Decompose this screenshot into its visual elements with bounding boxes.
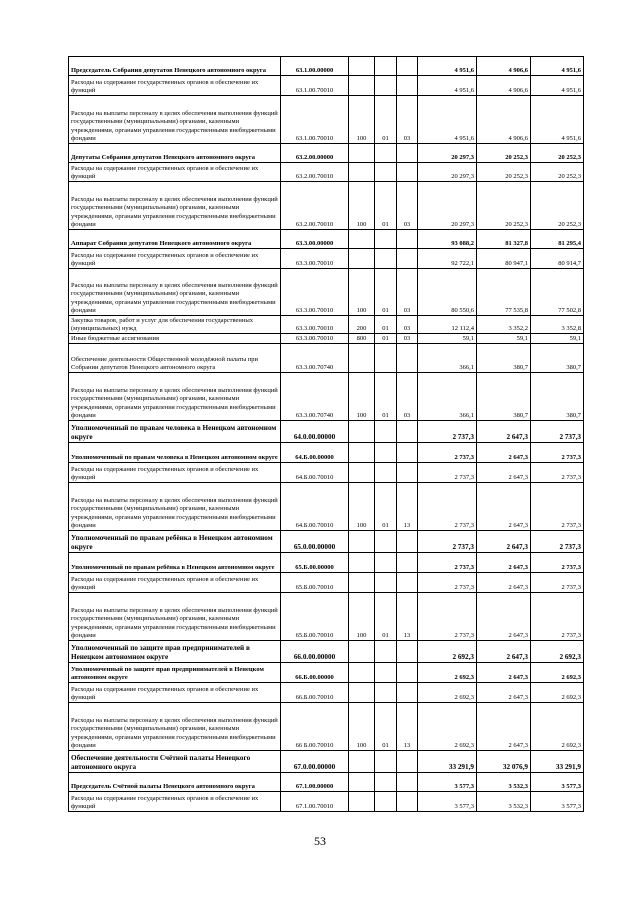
- expense-type-cell: 100: [349, 483, 375, 531]
- target-code-cell: 67.1.00.70010: [281, 792, 349, 812]
- item-name-cell: Расходы на содержание государственных органов и обеспечение их функций: [69, 163, 281, 182]
- section-cell: 01: [375, 593, 397, 641]
- subsection-cell: 03: [397, 96, 418, 144]
- table-row: [69, 751, 584, 773]
- section-cell: 01: [375, 316, 397, 334]
- item-name-cell: Уполномоченный по правам ребёнка в Ненецком автономном округе: [69, 531, 281, 553]
- section-cell: [375, 553, 397, 573]
- item-name-cell: Председатель Счётной палаты Ненецкого автономного округа: [69, 773, 281, 792]
- subsection-cell: [397, 683, 418, 703]
- amount-year1-cell: 2 737,3: [418, 443, 477, 463]
- target-code-cell: 63.3.00.70740: [281, 344, 349, 373]
- amount-year2-cell: 20 252,3: [477, 182, 531, 230]
- amount-year1-cell: 4 951,6: [418, 76, 477, 96]
- expense-type-cell: [349, 57, 375, 76]
- subsection-cell: [397, 230, 418, 249]
- target-code-cell: 64.0.00.00000: [281, 421, 349, 443]
- amount-year3-cell: 80 914,7: [531, 249, 584, 269]
- target-code-cell: 63.3.00.70740: [281, 373, 349, 421]
- amount-year3-cell: 2 737,3: [531, 593, 584, 641]
- subsection-cell: [397, 573, 418, 593]
- section-cell: [375, 573, 397, 593]
- table-row: [69, 483, 584, 531]
- amount-year3-cell: 2 737,3: [531, 531, 584, 553]
- section-cell: [375, 249, 397, 269]
- amount-year2-cell: 4 906,6: [477, 76, 531, 96]
- expense-type-cell: [349, 144, 375, 163]
- amount-year3-cell: 4 951,6: [531, 96, 584, 144]
- subsection-cell: [397, 443, 418, 463]
- target-code-cell: 67.0.00.00000: [281, 751, 349, 773]
- amount-year3-cell: 4 951,6: [531, 76, 584, 96]
- amount-year1-cell: 92 722,1: [418, 249, 477, 269]
- section-cell: [375, 57, 397, 76]
- subsection-cell: [397, 163, 418, 182]
- item-name-cell: Уполномоченный по защите прав предпринимателей в Ненецком автономном округе: [69, 641, 281, 663]
- section-cell: [375, 463, 397, 483]
- target-code-cell: 64.Б.00.00000: [281, 443, 349, 463]
- expense-type-cell: 100: [349, 182, 375, 230]
- target-code-cell: 63.3.00.70010: [281, 334, 349, 344]
- amount-year2-cell: 380,7: [477, 344, 531, 373]
- subsection-cell: [397, 344, 418, 373]
- amount-year3-cell: 2 737,3: [531, 573, 584, 593]
- amount-year3-cell: 380,7: [531, 373, 584, 421]
- amount-year3-cell: 380,7: [531, 344, 584, 373]
- amount-year1-cell: 3 577,3: [418, 792, 477, 812]
- section-cell: 01: [375, 334, 397, 344]
- item-name-cell: Расходы на выплаты персоналу в целях обеспечения выполнения функций государственными (муниципальными) органами, казенными учреждениями, органами управления государственными внебюджетными фондами: [69, 269, 281, 316]
- table-row: [69, 249, 584, 269]
- target-code-cell: 63.2.00.70010: [281, 163, 349, 182]
- amount-year3-cell: 3 577,3: [531, 773, 584, 792]
- amount-year1-cell: 2 692,3: [418, 683, 477, 703]
- amount-year2-cell: 2 647,3: [477, 463, 531, 483]
- expense-type-cell: [349, 230, 375, 249]
- target-code-cell: 63.3.00.00000: [281, 230, 349, 249]
- amount-year1-cell: 2 737,3: [418, 421, 477, 443]
- expense-type-cell: [349, 641, 375, 663]
- amount-year3-cell: 4 951,6: [531, 57, 584, 76]
- amount-year1-cell: 3 577,3: [418, 773, 477, 792]
- subsection-cell: [397, 751, 418, 773]
- item-name-cell: Обеспечение деятельности Общественной молодёжной палаты при Собрании депутатов Ненецкого автономного округа: [69, 344, 281, 373]
- expense-type-cell: [349, 573, 375, 593]
- item-name-cell: Расходы на выплаты персоналу в целях обеспечения выполнения функций государственными (муниципальными) органами, казенными учреждениями, органами управления государственными внебюджетными фондами: [69, 703, 281, 751]
- amount-year1-cell: 59,1: [418, 334, 477, 344]
- item-name-cell: Обеспечение деятельности Счётной палаты Ненецкого автономного округа: [69, 751, 281, 773]
- target-code-cell: 63.2.00.70010: [281, 182, 349, 230]
- amount-year2-cell: 4 906,6: [477, 57, 531, 76]
- subsection-cell: 13: [397, 483, 418, 531]
- section-cell: 01: [375, 96, 397, 144]
- target-code-cell: 63.1.00.00000: [281, 57, 349, 76]
- table-row: [69, 373, 584, 421]
- amount-year1-cell: 2 737,3: [418, 573, 477, 593]
- amount-year2-cell: 20 252,3: [477, 144, 531, 163]
- expense-type-cell: [349, 773, 375, 792]
- amount-year3-cell: 3 352,8: [531, 316, 584, 334]
- amount-year1-cell: 20 297,3: [418, 163, 477, 182]
- amount-year1-cell: 80 550,6: [418, 269, 477, 316]
- amount-year3-cell: 2 737,3: [531, 483, 584, 531]
- subsection-cell: [397, 144, 418, 163]
- item-name-cell: Аппарат Собрания депутатов Ненецкого автономного округа: [69, 230, 281, 249]
- expense-type-cell: [349, 249, 375, 269]
- amount-year3-cell: 2 692,3: [531, 663, 584, 683]
- expense-type-cell: 100: [349, 269, 375, 316]
- target-code-cell: 63.1.00.70010: [281, 96, 349, 144]
- amount-year1-cell: 366,1: [418, 344, 477, 373]
- expense-type-cell: 200: [349, 316, 375, 334]
- amount-year3-cell: 2 737,3: [531, 553, 584, 573]
- expense-type-cell: 100: [349, 593, 375, 641]
- item-name-cell: Расходы на выплаты персоналу в целях обеспечения выполнения функций государственными (муниципальными) органами, казенными учреждениями, органами управления государственными внебюджетными фондами: [69, 182, 281, 230]
- amount-year1-cell: 2 692,3: [418, 663, 477, 683]
- amount-year2-cell: 81 327,8: [477, 230, 531, 249]
- section-cell: 01: [375, 483, 397, 531]
- table-row: [69, 443, 584, 463]
- section-cell: [375, 663, 397, 683]
- section-cell: [375, 683, 397, 703]
- table-row: [69, 641, 584, 663]
- item-name-cell: Расходы на содержание государственных органов и обеспечение их функций: [69, 683, 281, 703]
- table-row: [69, 773, 584, 792]
- item-name-cell: Иные бюджетные ассигнования: [69, 334, 281, 344]
- amount-year1-cell: 20 297,3: [418, 144, 477, 163]
- item-name-cell: Расходы на содержание государственных органов и обеспечение их функций: [69, 573, 281, 593]
- table-row: [69, 573, 584, 593]
- item-name-cell: Расходы на содержание государственных органов и обеспечение их функций: [69, 249, 281, 269]
- section-cell: 01: [375, 182, 397, 230]
- amount-year2-cell: 2 647,3: [477, 553, 531, 573]
- section-cell: [375, 773, 397, 792]
- amount-year2-cell: 2 647,3: [477, 531, 531, 553]
- section-cell: 01: [375, 269, 397, 316]
- amount-year3-cell: 59,1: [531, 334, 584, 344]
- expense-type-cell: [349, 683, 375, 703]
- amount-year1-cell: 93 088,2: [418, 230, 477, 249]
- section-cell: [375, 792, 397, 812]
- table-row: [69, 463, 584, 483]
- target-code-cell: 63.1.00.70010: [281, 76, 349, 96]
- section-cell: 01: [375, 703, 397, 751]
- section-cell: [375, 443, 397, 463]
- amount-year2-cell: 2 647,3: [477, 421, 531, 443]
- amount-year3-cell: 33 291,9: [531, 751, 584, 773]
- section-cell: [375, 76, 397, 96]
- amount-year2-cell: 59,1: [477, 334, 531, 344]
- table-row: [69, 230, 584, 249]
- subsection-cell: [397, 553, 418, 573]
- item-name-cell: Уполномоченный по правам человека в Ненецком автономном округе: [69, 443, 281, 463]
- target-code-cell: 65.Б.00.00000: [281, 553, 349, 573]
- expense-type-cell: [349, 76, 375, 96]
- subsection-cell: 03: [397, 316, 418, 334]
- amount-year2-cell: 3 352,2: [477, 316, 531, 334]
- expense-type-cell: [349, 792, 375, 812]
- target-code-cell: 63.3.00.70010: [281, 316, 349, 334]
- subsection-cell: [397, 663, 418, 683]
- amount-year2-cell: 2 647,3: [477, 593, 531, 641]
- subsection-cell: [397, 792, 418, 812]
- budget-table-body: [69, 57, 584, 812]
- subsection-cell: 13: [397, 703, 418, 751]
- subsection-cell: [397, 421, 418, 443]
- table-row: [69, 421, 584, 443]
- table-row: [69, 531, 584, 553]
- amount-year1-cell: 366,1: [418, 373, 477, 421]
- target-code-cell: 65.Б.00.70010: [281, 573, 349, 593]
- target-code-cell: 66.Б.00.00000: [281, 663, 349, 683]
- target-code-cell: 66.Б.00.70010: [281, 683, 349, 703]
- subsection-cell: [397, 463, 418, 483]
- subsection-cell: [397, 641, 418, 663]
- table-row: [69, 593, 584, 641]
- amount-year2-cell: 2 647,3: [477, 483, 531, 531]
- amount-year2-cell: 380,7: [477, 373, 531, 421]
- target-code-cell: 64.Б.00.70010: [281, 483, 349, 531]
- subsection-cell: [397, 773, 418, 792]
- section-cell: [375, 344, 397, 373]
- item-name-cell: Депутаты Собрания депутатов Ненецкого автономного округа: [69, 144, 281, 163]
- amount-year2-cell: 4 906,6: [477, 96, 531, 144]
- expense-type-cell: 100: [349, 96, 375, 144]
- amount-year3-cell: 3 577,3: [531, 792, 584, 812]
- table-row: [69, 344, 584, 373]
- target-code-cell: 65.Б.00.70010: [281, 593, 349, 641]
- expense-type-cell: 800: [349, 334, 375, 344]
- item-name-cell: Расходы на выплаты персоналу в целях обеспечения выполнения функций государственными (муниципальными) органами, казенными учреждениями, органами управления государственными внебюджетными фондами: [69, 483, 281, 531]
- budget-table: [68, 56, 584, 812]
- subsection-cell: 03: [397, 373, 418, 421]
- amount-year2-cell: 20 252,3: [477, 163, 531, 182]
- amount-year2-cell: 2 647,3: [477, 703, 531, 751]
- amount-year1-cell: 2 737,3: [418, 593, 477, 641]
- amount-year1-cell: 4 951,6: [418, 96, 477, 144]
- item-name-cell: Закупка товаров, работ и услуг для обеспечения государственных (муниципальных) нужд: [69, 316, 281, 334]
- amount-year3-cell: 20 252,3: [531, 182, 584, 230]
- subsection-cell: [397, 531, 418, 553]
- section-cell: [375, 531, 397, 553]
- section-cell: [375, 641, 397, 663]
- amount-year3-cell: 2 737,3: [531, 421, 584, 443]
- target-code-cell: 63.3.00.70010: [281, 269, 349, 316]
- amount-year2-cell: 2 647,3: [477, 683, 531, 703]
- section-cell: [375, 144, 397, 163]
- target-code-cell: 64.Б.00.70010: [281, 463, 349, 483]
- amount-year1-cell: 2 737,3: [418, 463, 477, 483]
- item-name-cell: Расходы на содержание государственных органов и обеспечение их функций: [69, 792, 281, 812]
- amount-year1-cell: 12 112,4: [418, 316, 477, 334]
- table-row: [69, 553, 584, 573]
- item-name-cell: Расходы на выплаты персоналу в целях обеспечения выполнения функций государственными (муниципальными) органами, казенными учреждениями, органами управления государственными внебюджетными фондами: [69, 593, 281, 641]
- table-row: [69, 334, 584, 344]
- amount-year2-cell: 2 647,3: [477, 573, 531, 593]
- item-name-cell: Расходы на выплаты персоналу в целях обеспечения выполнения функций государственными (муниципальными) органами, казенными учреждениями, органами управления государственными внебюджетными фондами: [69, 373, 281, 421]
- subsection-cell: [397, 249, 418, 269]
- item-name-cell: Председатель Собрания депутатов Ненецкого автономного округа: [69, 57, 281, 76]
- amount-year1-cell: 4 951,6: [418, 57, 477, 76]
- amount-year3-cell: 2 692,3: [531, 703, 584, 751]
- table-row: [69, 144, 584, 163]
- table-row: [69, 703, 584, 751]
- expense-type-cell: 100: [349, 703, 375, 751]
- amount-year2-cell: 3 532,3: [477, 773, 531, 792]
- target-code-cell: 66 Б.00.70010: [281, 703, 349, 751]
- amount-year3-cell: 20 252,3: [531, 163, 584, 182]
- amount-year2-cell: 80 947,1: [477, 249, 531, 269]
- expense-type-cell: [349, 463, 375, 483]
- table-row: [69, 316, 584, 334]
- amount-year2-cell: 2 647,3: [477, 663, 531, 683]
- amount-year2-cell: 77 535,8: [477, 269, 531, 316]
- table-row: [69, 76, 584, 96]
- target-code-cell: 66.0.00.00000: [281, 641, 349, 663]
- amount-year1-cell: 33 291,9: [418, 751, 477, 773]
- expense-type-cell: 100: [349, 373, 375, 421]
- subsection-cell: [397, 76, 418, 96]
- amount-year3-cell: 81 295,4: [531, 230, 584, 249]
- expense-type-cell: [349, 531, 375, 553]
- amount-year1-cell: 2 737,3: [418, 531, 477, 553]
- section-cell: [375, 230, 397, 249]
- amount-year1-cell: 20 297,3: [418, 182, 477, 230]
- subsection-cell: 03: [397, 269, 418, 316]
- amount-year1-cell: 2 692,3: [418, 641, 477, 663]
- table-row: [69, 269, 584, 316]
- amount-year1-cell: 2 692,3: [418, 703, 477, 751]
- target-code-cell: 67.1.00.00000: [281, 773, 349, 792]
- subsection-cell: 13: [397, 593, 418, 641]
- amount-year2-cell: 2 647,3: [477, 641, 531, 663]
- amount-year3-cell: 2 692,3: [531, 641, 584, 663]
- amount-year3-cell: 2 692,3: [531, 683, 584, 703]
- section-cell: [375, 163, 397, 182]
- amount-year1-cell: 2 737,3: [418, 553, 477, 573]
- amount-year3-cell: 2 737,3: [531, 443, 584, 463]
- subsection-cell: 03: [397, 182, 418, 230]
- item-name-cell: Расходы на содержание государственных органов и обеспечение их функций: [69, 463, 281, 483]
- section-cell: 01: [375, 373, 397, 421]
- amount-year1-cell: 2 737,3: [418, 483, 477, 531]
- expense-type-cell: [349, 163, 375, 182]
- expense-type-cell: [349, 751, 375, 773]
- expense-type-cell: [349, 663, 375, 683]
- table-row: [69, 182, 584, 230]
- table-row: [69, 792, 584, 812]
- table-row: [69, 96, 584, 144]
- expense-type-cell: [349, 443, 375, 463]
- table-row: [69, 57, 584, 76]
- item-name-cell: Расходы на содержание государственных органов и обеспечение их функций: [69, 76, 281, 96]
- item-name-cell: Уполномоченный по правам ребёнка в Ненецком автономном округе: [69, 553, 281, 573]
- subsection-cell: 03: [397, 334, 418, 344]
- table-row: [69, 163, 584, 182]
- expense-type-cell: [349, 344, 375, 373]
- target-code-cell: 65.0.00.00000: [281, 531, 349, 553]
- table-row: [69, 683, 584, 703]
- section-cell: [375, 751, 397, 773]
- budget-table-container: [68, 56, 584, 812]
- amount-year2-cell: 2 647,3: [477, 443, 531, 463]
- item-name-cell: Уполномоченный по защите прав предпринимателей в Ненецком автономном округе: [69, 663, 281, 683]
- amount-year2-cell: 32 076,9: [477, 751, 531, 773]
- table-row: [69, 663, 584, 683]
- section-cell: [375, 421, 397, 443]
- amount-year3-cell: 77 502,8: [531, 269, 584, 316]
- item-name-cell: Уполномоченный по правам человека в Ненецком автономном округе: [69, 421, 281, 443]
- expense-type-cell: [349, 553, 375, 573]
- target-code-cell: 63.2.00.00000: [281, 144, 349, 163]
- item-name-cell: Расходы на выплаты персоналу в целях обеспечения выполнения функций государственными (муниципальными) органами, казенными учреждениями, органами управления государственными внебюджетными фондами: [69, 96, 281, 144]
- amount-year2-cell: 3 532,3: [477, 792, 531, 812]
- expense-type-cell: [349, 421, 375, 443]
- target-code-cell: 63.3.00.70010: [281, 249, 349, 269]
- page-number: 53: [314, 834, 326, 848]
- amount-year3-cell: 2 737,3: [531, 463, 584, 483]
- subsection-cell: [397, 57, 418, 76]
- amount-year3-cell: 20 252,3: [531, 144, 584, 163]
